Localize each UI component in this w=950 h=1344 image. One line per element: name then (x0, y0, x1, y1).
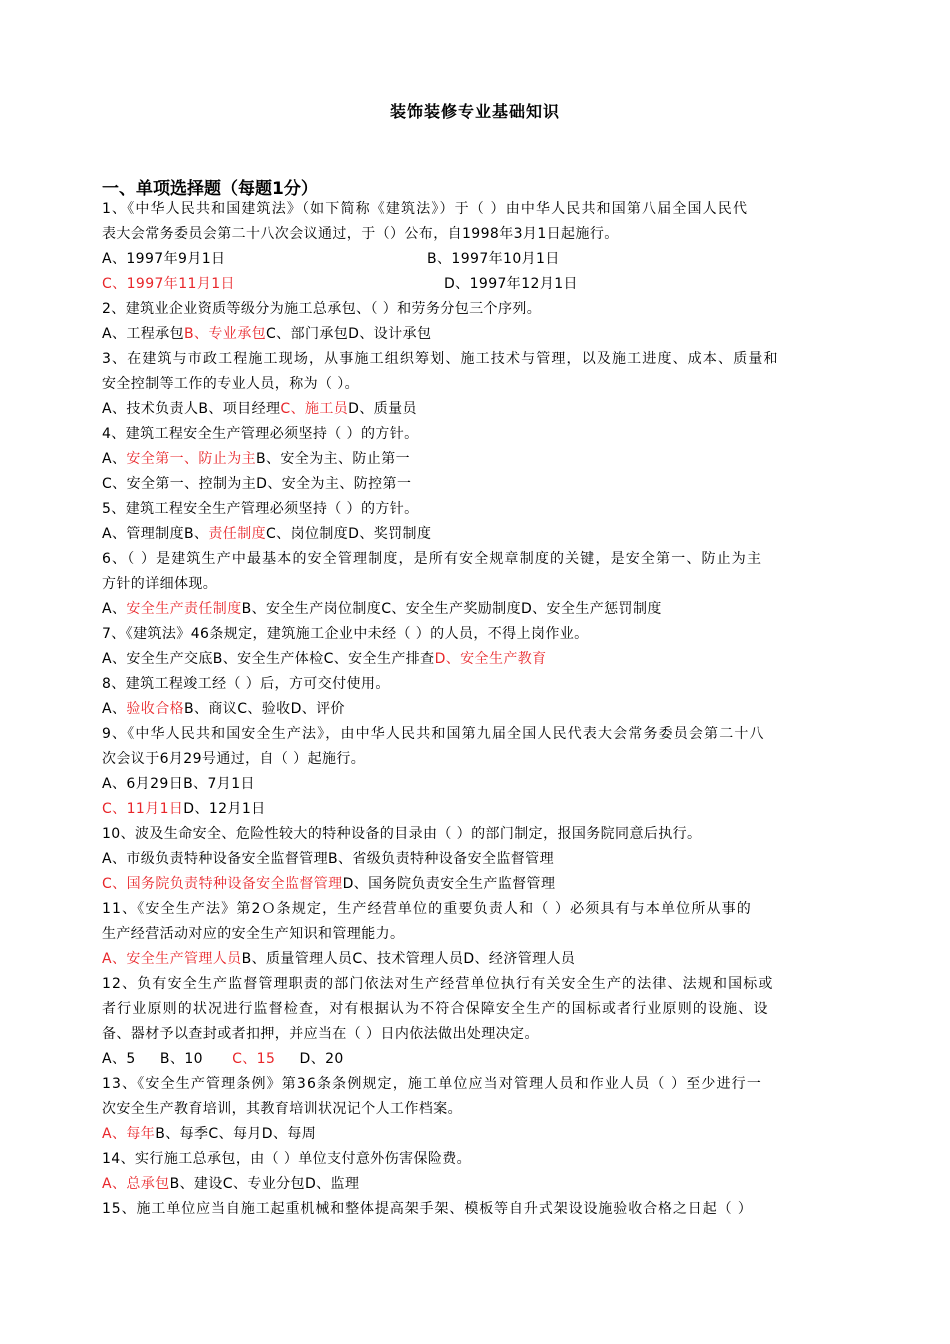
answer-text: A、总承包 (102, 1176, 170, 1192)
question-10-options-ab (102, 847, 554, 871)
question-13-options (102, 1122, 316, 1146)
question-8-options (102, 697, 345, 721)
question-12-options (102, 1047, 344, 1071)
question-10-options-cd (102, 872, 555, 896)
answer-text: 安全第一、防止为主 (126, 451, 256, 467)
text-span: 安全控制等工作的专业人员，称为（ ）。 (102, 376, 360, 392)
text-span: 生产经营活动对应的安全生产知识和管理能力。 (102, 926, 405, 942)
question-2-options (102, 322, 431, 346)
question-13-text-cont (102, 1097, 462, 1121)
question-3-text (102, 347, 779, 371)
text-span: 12、负有安全生产监督管理职责的部门依法对生产经营单位执行有关安全生产的法律、法规和国标或 (102, 976, 774, 992)
option-text: A、6月29日B、7月1日 (102, 776, 255, 792)
question-7-text (102, 622, 589, 646)
question-9-text (102, 722, 765, 746)
answer-text: C、11月1日 (102, 801, 184, 817)
option-text: A、工程承包 (102, 326, 184, 342)
question-12-text-cont2 (102, 1022, 539, 1046)
question-2-text (102, 297, 541, 321)
option-text: A、5 B、10 (102, 1051, 203, 1067)
text-span: 3、在建筑与市政工程施工现场，从事施工组织筹划、施工技术与管理，以及施工进度、成本、质量和 (102, 351, 779, 367)
option-text: A、 (102, 451, 127, 467)
answer-text: C、15 (202, 1051, 276, 1067)
option-text: C、安全第一、控制为主D、安全为主、防控第一 (102, 476, 412, 492)
option-text: A、市级负责特种设备安全监督管理B、省级负责特种设备安全监督管理 (102, 851, 554, 867)
question-14-options (102, 1172, 359, 1196)
option-text: A、技术负责人B、项目经理 (102, 401, 281, 417)
text-span: 2、建筑业企业资质等级分为施工总承包、（ ）和劳务分包三个序列。 (102, 301, 542, 317)
text-span: 1、《中华人民共和国建筑法》（如下简称《建筑法》）于（ ）由中华人民共和国第八届全国人民代 (102, 201, 749, 217)
question-6-options (102, 597, 662, 621)
text-span: 7、《建筑法》46条规定，建筑施工企业中未经（ ）的人员，不得上岗作业。 (102, 626, 589, 642)
answer-text: B、专业承包 (183, 326, 266, 342)
question-6-text (102, 547, 762, 571)
text-span: 方针的详细体现。 (102, 576, 218, 592)
answer-text: C、1997年11月1日 (102, 276, 235, 292)
question-5-text (102, 497, 419, 521)
question-1-option-a (102, 247, 225, 271)
question-8-text (102, 672, 390, 696)
answer-text: A、安全生产管理人员 (102, 951, 242, 967)
question-9-text-cont (102, 747, 365, 771)
option-text: B、每季C、每月D、每周 (155, 1126, 317, 1142)
option-text: A、安全生产交底B、安全生产体检C、安全生产排查 (102, 651, 435, 667)
question-3-options (102, 397, 417, 421)
answer-text: 安全生产责任制度 (126, 601, 242, 617)
answer-text: 验收合格 (126, 701, 184, 717)
option-text: A、 (102, 601, 127, 617)
option-text: B、安全为主、防止第一 (256, 451, 411, 467)
text-span: 表大会常务委员会第二十八次会议通过，于（）公布，自1998年3月1日起施行。 (102, 226, 619, 242)
option-text: B、安全生产岗位制度C、安全生产奖励制度D、安全生产惩罚制度 (241, 601, 662, 617)
option-text: B、1997年10月1日 (427, 251, 560, 267)
question-9-options-cd (102, 797, 266, 821)
answer-text: 责任制度 (208, 526, 266, 542)
option-text: D、1997年12月1日 (444, 276, 578, 292)
question-1-text (102, 197, 748, 221)
question-15-text (102, 1197, 753, 1221)
question-4-options-cd (102, 472, 411, 496)
text-span: 备、器材予以查封或者扣押，并应当在（ ）日内依法做出处理决定。 (102, 1026, 539, 1042)
option-text: C、岗位制度D、奖罚制度 (266, 526, 432, 542)
option-text: B、质量管理人员C、技术管理人员D、经济管理人员 (241, 951, 576, 967)
question-6-text-cont (102, 572, 217, 596)
text-span: 5、建筑工程安全生产管理必须坚持（ ）的方针。 (102, 501, 419, 517)
text-span: 10、波及生命安全、危险性较大的特种设备的目录由（ ）的部门制定，报国务院同意后执行。 (102, 826, 702, 842)
question-10-text (102, 822, 701, 846)
option-text: B、商议C、验收D、评价 (184, 701, 345, 717)
question-3-text-cont (102, 372, 359, 396)
question-12-text (102, 972, 774, 996)
text-span: 6、（ ）是建筑生产中最基本的安全管理制度，是所有安全规章制度的关键，是安全第一、防止为主 (102, 551, 763, 567)
option-text: D、20 (275, 1051, 344, 1067)
question-12-text-cont (102, 997, 769, 1021)
text-span: 4、建筑工程安全生产管理必须坚持（ ）的方针。 (102, 426, 419, 442)
question-4-text (102, 422, 419, 446)
answer-text: C、国务院负责特种设备安全监督管理 (102, 876, 343, 892)
option-text: A、 (102, 701, 127, 717)
section-heading: 一、单项选择题（每题1分） (102, 179, 318, 199)
answer-text: A、每年 (102, 1126, 156, 1142)
question-11-options (102, 947, 575, 971)
option-text: C、部门承包D、设计承包 (266, 326, 432, 342)
question-5-options (102, 522, 431, 546)
text-span: 13、《安全生产管理条例》第36条条例规定，施工单位应当对管理人员和作业人员（ ）至少进行一 (102, 1076, 762, 1092)
answer-text: D、安全生产教育 (434, 651, 547, 667)
page-title: 装饰装修专业基础知识 (389, 102, 560, 121)
question-1-option-c (102, 272, 235, 296)
text-span: 14、实行施工总承包，由（ ）单位支付意外伤害保险费。 (102, 1151, 472, 1167)
question-14-text (102, 1147, 471, 1171)
option-text: D、12月1日 (183, 801, 266, 817)
question-11-text-cont (102, 922, 404, 946)
text-span: 次会议于6月29号通过，自（ ）起施行。 (102, 751, 366, 767)
question-4-options-ab (102, 447, 410, 471)
text-span: 9、《中华人民共和国安全生产法》，由中华人民共和国第九届全国人民代表大会常务委员会第二十八 (102, 726, 765, 742)
question-13-text (102, 1072, 762, 1096)
option-text: B、建设C、专业分包D、监理 (169, 1176, 360, 1192)
question-7-options (102, 647, 547, 671)
question-1-option-d (444, 272, 578, 296)
text-span: 15、施工单位应当自施工起重机械和整体提高架手架、模板等自升式架设设施验收合格之日起（ ） (102, 1201, 753, 1217)
question-9-options-ab (102, 772, 255, 796)
option-text: D、质量员 (348, 401, 417, 417)
text-span: 11、《安全生产法》第2Ｏ条规定，生产经营单位的重要负责人和（ ）必须具有与本单位所从事的 (102, 901, 752, 917)
question-1-option-b (427, 247, 560, 271)
option-text: A、1997年9月1日 (102, 251, 226, 267)
question-1-text-cont (102, 222, 619, 246)
text-span: 者行业原则的状况进行监督检查，对有根据认为不符合保障安全生产的国标或者行业原则的设施、设 (102, 1001, 769, 1017)
answer-text: C、施工员 (280, 401, 349, 417)
question-11-text (102, 897, 752, 921)
option-text: D、国务院负责安全生产监督管理 (342, 876, 556, 892)
text-span: 8、建筑工程竣工经（ ）后，方可交付使用。 (102, 676, 390, 692)
text-span: 次安全生产教育培训，其教育培训状况记个人工作档案。 (102, 1101, 462, 1117)
option-text: A、管理制度B、 (102, 526, 209, 542)
